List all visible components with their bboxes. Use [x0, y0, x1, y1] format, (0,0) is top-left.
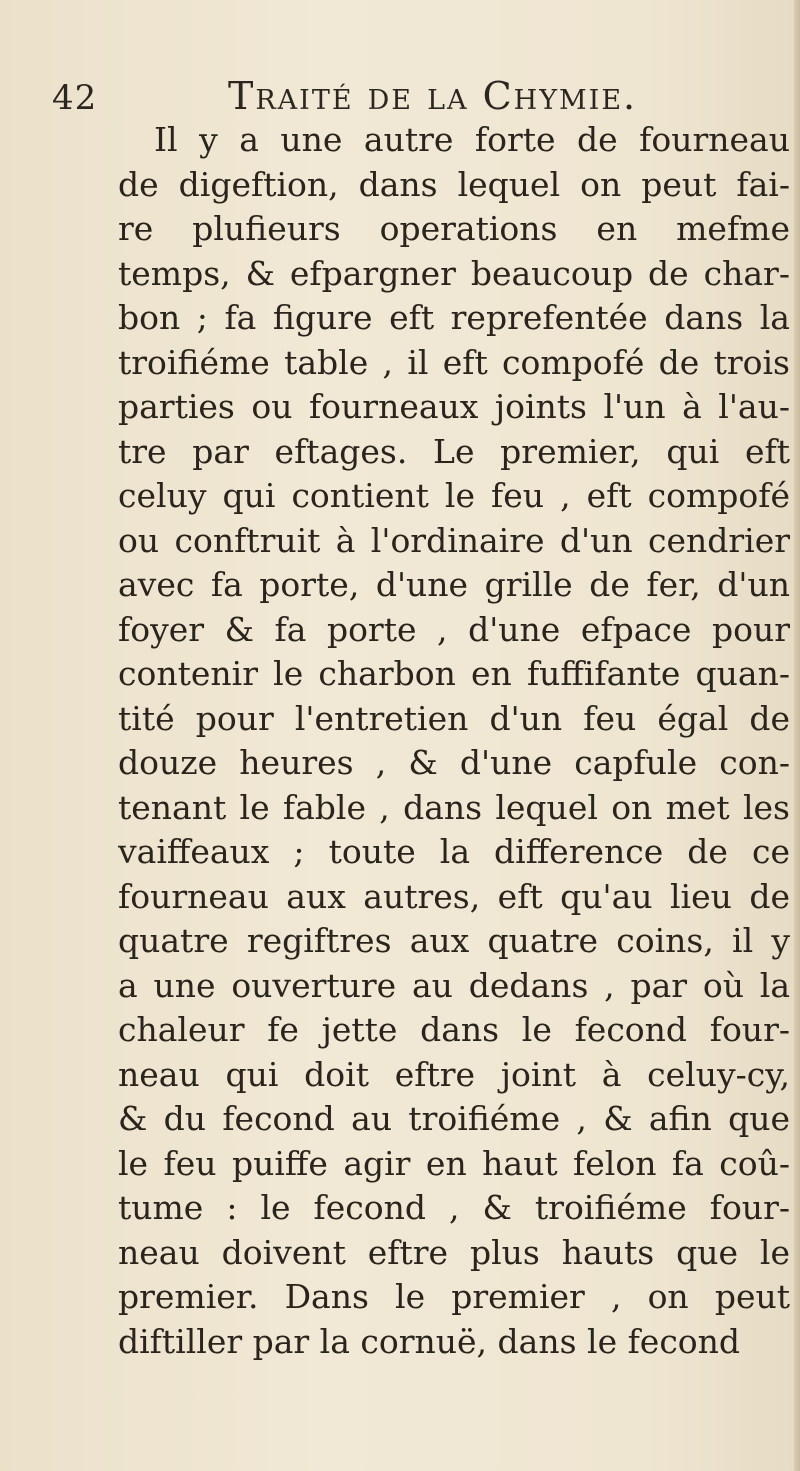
- text-line: temps, & efpargner beaucoup de char-: [118, 253, 790, 293]
- text-line: quatre regiftres aux quatre coins, il y: [118, 921, 790, 960]
- text-line: parties ou fourneaux joints l'un à l'au-: [118, 387, 790, 426]
- page-header: [52, 70, 772, 120]
- text-line: de digeftion, dans lequel on peut fai-: [118, 164, 790, 204]
- text-line: tenant le fable , dans lequel on met les: [118, 787, 790, 827]
- text-line: diftiller par la cornuë, dans le fecond: [118, 1321, 741, 1361]
- text-line: tre par eftages. Le premier, qui eft: [118, 431, 790, 471]
- body-text: [118, 118, 790, 1364]
- running-title: Traité de la Chymie.: [228, 74, 638, 118]
- text-line: bon ; fa figure eft reprefentée dans la: [118, 298, 790, 337]
- text-line: tité pour l'entretien d'un feu égal de: [118, 698, 790, 738]
- text-line: re plufieurs operations en mefme: [118, 209, 790, 248]
- text-line: le feu puiffe agir en haut felon fa coû-: [118, 1143, 790, 1183]
- text-line: fourneau aux autres, eft qu'au lieu de: [118, 876, 790, 916]
- page-edge: [794, 0, 800, 1471]
- text-line: troifiéme table , il eft compofé de trois: [118, 342, 790, 382]
- page-number: 42: [52, 78, 98, 118]
- text-line: ou conftruit à l'ordinaire d'un cendrier: [118, 520, 790, 560]
- text-line: neau doivent eftre plus hauts que le: [118, 1232, 790, 1272]
- text-line: avec fa porte, d'une grille de fer, d'un: [118, 565, 790, 604]
- text-line: celuy qui contient le feu , eft compofé: [118, 476, 790, 515]
- text-line: neau qui doit eftre joint à celuy-cy,: [118, 1054, 790, 1094]
- text-line: contenir le charbon en fuffifante quan-: [118, 654, 790, 693]
- text-line: foyer & fa porte , d'une efpace pour: [118, 609, 790, 649]
- text-line: douze heures , & d'une capfule con-: [118, 743, 790, 782]
- text-line: tume : le fecond , & troifiéme four-: [118, 1188, 790, 1227]
- text-line: chaleur fe jette dans le fecond four-: [118, 1010, 790, 1049]
- text-line: Il y a une autre forte de fourneau: [154, 120, 790, 159]
- text-line: a une ouverture au dedans , par où la: [118, 965, 790, 1005]
- text-line: vaiffeaux ; toute la difference de ce: [118, 832, 790, 871]
- text-line: & du fecond au troifiéme , & afin que: [118, 1099, 790, 1138]
- text-line: premier. Dans le premier , on peut: [118, 1277, 790, 1316]
